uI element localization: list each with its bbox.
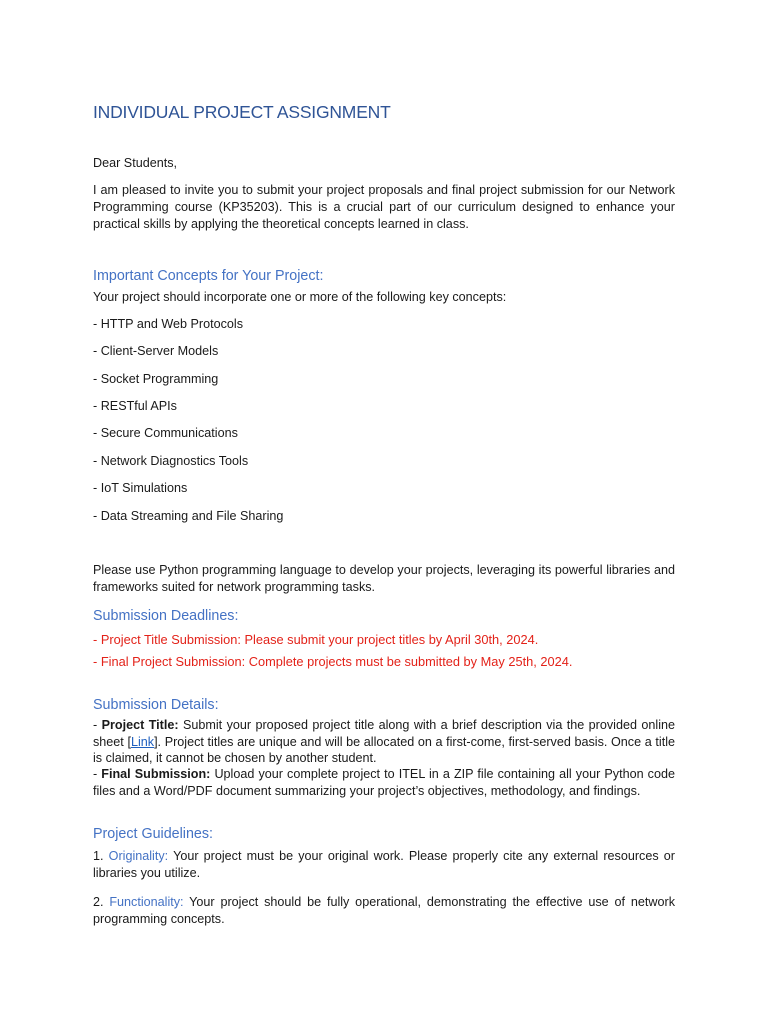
- list-item: - Secure Communications: [93, 426, 238, 440]
- intro-paragraph: I am pleased to invite you to submit your project proposals and final project submission for our Network Programming course (KP35203). This is a crucial part of our curriculum designed to enhance your practical skills by applying the theoretical concepts learned in class.: [93, 183, 675, 231]
- guideline-originality: [93, 848, 675, 882]
- list-item: - Socket Programming: [93, 372, 219, 386]
- list-item: - IoT Simulations: [93, 481, 188, 495]
- detail-prefix: -: [93, 767, 102, 781]
- detail-text: Submit your proposed project title along with a brief description via the provided online sheet [: [93, 718, 675, 749]
- list-item: - Network Diagnostics Tools: [93, 454, 249, 468]
- detail-text: Upload your complete project to ITEL in a ZIP file containing all your Python code files and a Word/PDF document summarizing your project’s objectives, methodology, and findings.: [93, 767, 675, 798]
- detail-project-title: [93, 717, 675, 767]
- python-note: Please use Python programming language to develop your projects, leveraging its powerful libraries and frameworks suited for network programming tasks.: [93, 563, 675, 594]
- deadlines-heading: Submission Deadlines:: [93, 608, 239, 624]
- guideline-label: Functionality:: [109, 895, 184, 909]
- deadline-final-submission: - Final Project Submission: Complete projects must be submitted by May 25th, 2024.: [93, 654, 573, 669]
- list-item: - RESTful APIs: [93, 399, 177, 413]
- concepts-heading: Important Concepts for Your Project:: [93, 268, 324, 284]
- guideline-number: 2.: [93, 895, 110, 909]
- detail-label: Final Submission:: [101, 767, 211, 781]
- details-heading: Submission Details:: [93, 697, 219, 713]
- list-item: - Data Streaming and File Sharing: [93, 509, 284, 523]
- document-title: INDIVIDUAL PROJECT ASSIGNMENT: [93, 102, 391, 122]
- detail-final-submission: [93, 766, 675, 799]
- list-item: - HTTP and Web Protocols: [93, 317, 244, 331]
- sheet-link[interactable]: Link: [130, 734, 155, 749]
- detail-label: Project Title:: [101, 718, 179, 732]
- guideline-functionality: [93, 894, 675, 928]
- deadline-title-submission: - Project Title Submission: Please submit your project titles by April 30th, 2024.: [93, 632, 539, 647]
- salutation: Dear Students,: [93, 156, 178, 170]
- list-item: - Client-Server Models: [93, 344, 219, 358]
- concepts-lead: Your project should incorporate one or more of the following key concepts:: [93, 290, 507, 304]
- guideline-text: Your project must be your original work. Please properly cite any external resources or libraries you utilize.: [93, 849, 675, 880]
- guideline-text: Your project should be fully operational, demonstrating the effective use of network programming concepts.: [93, 895, 675, 926]
- guidelines-heading: Project Guidelines:: [93, 826, 213, 842]
- guideline-label: Originality:: [108, 849, 169, 863]
- guideline-number: 1.: [93, 849, 109, 863]
- detail-prefix: -: [93, 718, 102, 732]
- detail-text: ]. Project titles are unique and will be allocated on a first-come, first-served basis. Once a title is claimed, it cannot be chosen by another student.: [93, 734, 675, 765]
